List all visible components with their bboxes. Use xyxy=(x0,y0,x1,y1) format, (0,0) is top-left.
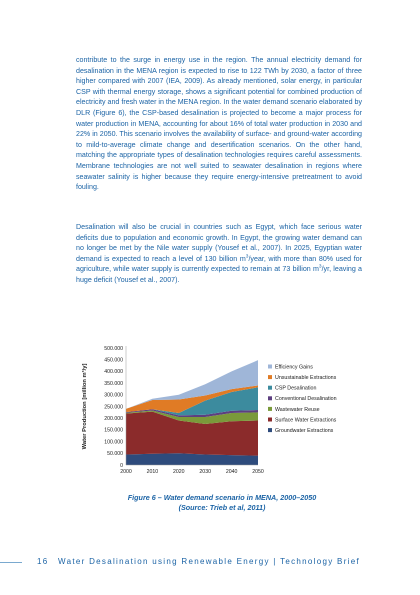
caption-source: (Source: Trieb et al, 2011) xyxy=(178,503,266,512)
legend-label: Wastewater Reuse xyxy=(275,406,320,413)
y-tick-label: 500.000 xyxy=(104,345,123,352)
superscript: 3 xyxy=(245,254,249,260)
chart-legend xyxy=(268,364,337,434)
legend-swatch xyxy=(268,396,272,400)
chart-svg xyxy=(74,340,374,488)
y-tick-label: 0 xyxy=(120,462,123,469)
y-tick-label: 100.000 xyxy=(104,439,123,446)
water-demand-chart xyxy=(74,340,374,488)
legend-swatch xyxy=(268,386,272,390)
y-tick-label: 400.000 xyxy=(104,369,123,376)
legend-label: Conventional Desalination xyxy=(275,396,337,403)
x-tick-label: 2000 xyxy=(120,469,132,475)
legend-swatch xyxy=(268,365,272,369)
legend-label: Surface Water Extractions xyxy=(275,417,337,424)
paragraph-2-part-b: /year, with more than 80% used for agriculture, while water supply is currently expected to remain at 73 billion m xyxy=(76,254,362,274)
chart-areas xyxy=(126,360,258,465)
y-tick-label: 300.000 xyxy=(104,392,123,399)
y-axis-label: Water Production [million m³/y] xyxy=(82,363,88,450)
y-tick-label: 450.000 xyxy=(104,357,123,364)
caption-title: Figure 6 – Water demand scenario in MENA, 2000–2050 xyxy=(127,493,317,502)
x-tick-label: 2040 xyxy=(225,469,238,475)
page-footer xyxy=(37,557,360,566)
x-tick-label: 2010 xyxy=(146,469,159,475)
legend-swatch xyxy=(268,375,272,379)
body-paragraph-1: contribute to the surge in energy use in the region. The annual electricity demand for desalination in the MENA region is expected to rise to 122 TWh by 2030, a factor of three higher compared with 2007 (IEA, 2009). As already mentioned, solar energy, in particular CSP with thermal energy storage, shows a significant potential for combined production of electricity and fresh water in the MENA region. In the water demand scenario elaborated by DLR (Figure 6), the CSP-based desalination is projected to become a major process for water production in MENA, accounting for about 16% of total water production in 2030 and 22% in 2050. This scenario involves the availability of surface- and ground-water according to mild-to-average climate change and desertification scenarios. On the other hand, matching the appropriate types of desalination technologies requires careful assessments. Membrane technologies are not well suited to seawater desalination in regions where seawater salinity is higher because they require energy-intensive pretreatment to avoid fouling. xyxy=(76,56,362,192)
paragraph-2-part-c: /yr, leaving a huge deficit (Yousef et al., 2007). xyxy=(76,265,362,284)
legend-label: CSP Desalination xyxy=(275,385,317,392)
legend-swatch xyxy=(268,407,272,411)
y-tick-label: 200.000 xyxy=(104,416,123,422)
legend-swatch xyxy=(268,418,272,422)
footer-rule xyxy=(0,562,22,563)
x-tick-label: 2030 xyxy=(199,469,211,475)
paragraph-2-part-a: Desalination will also be crucial in countries such as Egypt, which face serious water deficits due to population and economic growth. In Egypt, the growing water demand can no longer be met by the Nile water supply (Yousef et al., 2007). In 2025, Egyptian water demand is expected to reach a level of 130 billion m xyxy=(76,223,362,263)
legend-label: Groundwater Extractions xyxy=(275,428,334,434)
page-number: 16 xyxy=(37,557,49,566)
legend-swatch xyxy=(268,428,272,432)
legend-label: Unsustainable Extractions xyxy=(275,375,337,381)
x-tick-label: 2020 xyxy=(173,469,185,475)
superscript: 3 xyxy=(318,265,322,271)
body-paragraph-2 xyxy=(76,222,362,286)
y-tick-label: 50.000 xyxy=(107,451,123,458)
y-tick-label: 350.000 xyxy=(104,380,123,387)
y-tick-label: 150.000 xyxy=(104,427,123,434)
x-tick-label: 2050 xyxy=(252,469,264,475)
y-tick-label: 250.000 xyxy=(104,404,123,411)
footer-title: Water Desalination using Renewable Energy | Technology Brief xyxy=(58,557,361,566)
figure-caption xyxy=(74,493,370,513)
legend-label: Efficiency Gains xyxy=(275,364,313,371)
